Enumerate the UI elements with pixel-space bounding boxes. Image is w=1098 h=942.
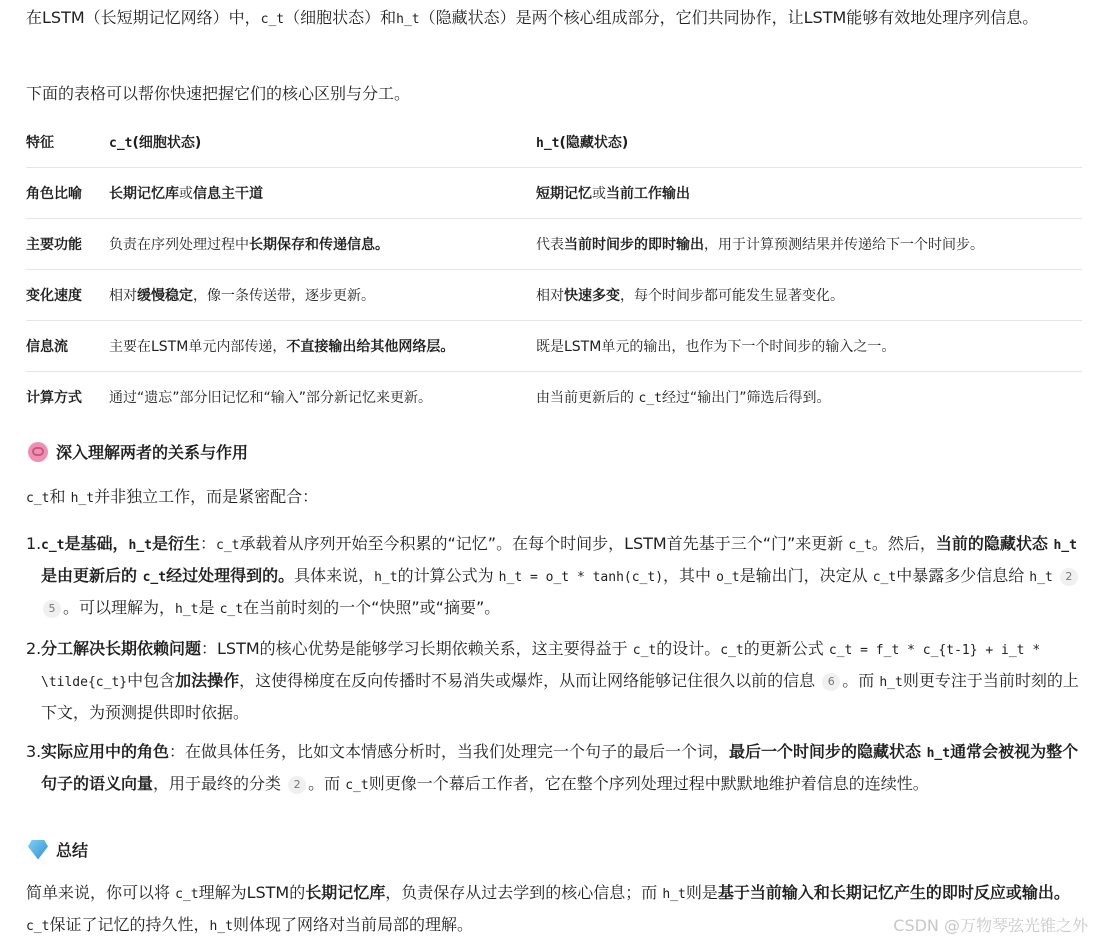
header-ct-code: c_t [109,135,133,151]
relationship-list [26,529,1082,810]
cell-text: 相对 [536,287,564,304]
cell-text: 经过“输出门”筛选后得到。 [661,389,831,406]
table-row [26,269,1082,320]
item-text: 的更新公式 [743,639,829,658]
item-text: ，其中 [663,566,717,585]
bold-text: 是由更新后的 [41,566,143,585]
inline-code: c_t [142,570,167,585]
cell-text: ，每个时间步都可能发生显著变化。 [620,287,844,304]
code-ct: c_t [41,538,65,553]
header-ct-label: (细胞状态) [132,134,202,151]
bold-text: 长期记忆库 [305,883,386,902]
header-ht-label: (隐藏状态) [559,134,629,151]
inline-code: c_t [216,538,240,553]
row-feature: 计算方式 [26,389,82,406]
item-text: ： [200,534,217,553]
header-ht-code: h_t [536,135,560,151]
inline-code: c_t [720,643,744,658]
cell-bold: 信息主干道 [193,185,263,202]
item-text: 在当前时刻的一个“快照”或“摘要”。 [243,598,501,617]
para-text: 理解为LSTM的 [198,883,306,902]
bold-text: 是基础， [64,534,129,553]
inline-code: c_t [848,538,872,553]
cell-bold: 长期保存和传递信息。 [249,236,389,253]
item-text: 承载着从序列开始至今积累的“记忆”。在每个时间步，LSTM首先基于三个“门”来更新 [239,534,849,553]
citation-badge[interactable]: 2 [288,776,306,794]
bold-text: 加法操作 [175,671,240,690]
cell-bold: 不直接输出给其他网络层。 [286,338,455,355]
row-ht-cell [536,269,1082,320]
item-text: 则更专注于当前时刻的上下文，为预测提供即时依据。 [41,671,1079,722]
row-feature: 主要功能 [26,236,82,253]
cell-text: 或 [179,185,193,202]
citation-badge[interactable]: 6 [822,673,840,691]
para-text: ，负责保存从过去学到的核心信息；而 [385,883,663,902]
cell-text: 代表 [536,236,564,253]
section-heading-summary [28,838,88,861]
item-text: ：在做具体任务，比如文本情感分析时，当我们处理完一个句子的最后一个词， [169,742,730,761]
table-row [26,371,1082,422]
row-ct-cell: 通过“遗忘”部分旧记忆和“输入”部分新记忆来更新。 [109,389,433,406]
cell-bold: 当前时间步的即时输出 [564,236,704,253]
cell-text: 相对 [109,287,137,304]
row-feature: 角色比喻 [26,185,82,202]
row-ct-cell [109,218,536,269]
intro-text: 在LSTM（长短期记忆网络）中， [26,8,261,27]
inline-code: h_t [1053,538,1077,553]
item-text: ，这使得梯度在反向传播时不易消失或爆炸，从而让网络能够记住很久以前的信息 [239,671,816,690]
list-number: 1. [26,534,42,553]
item-text: ，用于最终的分类 [153,774,282,793]
intro-text: （细胞状态）和 [284,8,397,27]
section-title: 总结 [56,841,89,860]
item-text: 中暴露多少信息给 [896,566,1030,585]
row-ht-cell [536,371,1082,422]
table-header-row [26,117,1082,167]
item-text: 中包含 [127,671,176,690]
bold-text: 经过处理得到的。 [166,566,295,585]
item-text: 的设计。 [656,639,721,658]
item-text: ：LSTM的核心优势是能够学习长期依赖关系，这主要得益于 [201,639,633,658]
bold-text: 实际应用中的角色 [41,742,170,761]
cell-bold: 当前工作输出 [606,185,690,202]
item-text: 的计算公式为 [397,566,499,585]
bold-text: 分工解决长期依赖问题 [41,639,202,658]
inline-code: h_t [209,919,233,934]
inline-code: c_t [219,602,244,617]
intro-paragraph [26,4,1082,33]
section-heading-relationship [28,440,248,463]
watermark: CSDN @万物琴弦光锥之外 [893,916,1088,935]
inline-code: c_t [632,643,657,658]
row-ct-cell [109,320,536,371]
item-text: 。可以理解为， [63,598,176,617]
item-text: 。然后， [871,534,936,553]
row-ht-cell [536,167,1082,218]
section-title: 深入理解两者的关系与作用 [56,443,249,462]
bold-text: 是衍生 [151,534,200,553]
inline-code: h_t [175,602,199,617]
bold-text: 基于当前输入和长期记忆产生的即时反应或输出。 [717,883,1070,902]
row-ht-cell: 既是LSTM单元的输出，也作为下一个时间步的输入之一。 [536,338,896,355]
cell-bold: 快速多变 [564,287,620,304]
row-ct-cell [109,269,536,320]
para-text: 保证了记忆的持久性， [49,915,210,934]
inline-code: h_t [879,675,903,690]
header-ht [536,117,1082,167]
cell-text: 或 [592,185,606,202]
header-feature: 特征 [26,134,54,151]
table-row [26,320,1082,371]
inline-code: o_t [716,570,740,585]
cell-bold: 长期记忆库 [109,185,179,202]
table-row [26,218,1082,269]
formula-code: c_t = f_t * c_{t-1} + i_t * \tilde{c_t} [41,643,1041,690]
inline-code: h_t [662,887,686,902]
inline-code: c_t [872,570,897,585]
code-ht: h_t [70,491,95,506]
row-ht-cell [536,218,1082,269]
item-text: 具体来说， [294,566,375,585]
list-item [26,737,1082,801]
brain-icon [28,442,48,462]
cell-code: c_t [638,390,662,406]
code-ct: c_t [26,491,50,506]
list-item [26,634,1082,728]
row-feature: 变化速度 [26,287,82,304]
inline-code: h_t [374,570,398,585]
cell-text: 由当前更新后的 [536,389,639,406]
para-text: 则体现了网络对当前局部的理解。 [232,915,473,934]
cell-text: ，像一条传送带，逐步更新。 [193,287,375,304]
gem-icon [28,840,48,860]
cell-bold: 短期记忆 [536,185,592,202]
code-ct: c_t [260,12,285,27]
list-item [26,529,1082,625]
inline-code: c_t [175,887,199,902]
bold-text: 当前的隐藏状态 [935,534,1054,553]
intro-text: （隐藏状态）是两个核心组成部分，它们共同协作，让LSTM能够有效地处理序列信息。 [419,8,1039,27]
citation-badge[interactable]: 2 [1060,568,1078,586]
code-ht: h_t [396,12,420,27]
inline-code: c_t [345,778,369,793]
relationship-intro [26,482,318,514]
bold-text: 通常会被视为整个句子的语义向量 [41,742,1079,793]
header-ct [109,117,536,167]
table-row [26,167,1082,218]
item-text: 。而 [842,671,880,690]
para-text: 和 [49,487,71,506]
cell-bold: 缓慢稳定 [137,287,193,304]
item-text: 则更像一个幕后工作者，它在整个序列处理过程中默默地维护着信息的连续性。 [368,774,929,793]
inline-code: c_t [26,919,50,934]
formula-code: h_t = o_t * tanh(c_t) [498,570,664,585]
citation-badge[interactable]: 5 [43,600,61,618]
para-text: 简单来说，你可以将 [26,883,176,902]
code-ht: h_t [128,538,152,553]
row-ct-cell [109,167,536,218]
item-text: 。而 [308,774,346,793]
item-text: 是输出门，决定从 [739,566,873,585]
comparison-table [26,117,1082,422]
inline-code: h_t [926,746,951,761]
list-number: 2. [26,639,42,658]
inline-code: h_t [1029,570,1053,585]
row-feature: 信息流 [26,338,68,355]
cell-text: 负责在序列处理过程中 [109,236,249,253]
para-text: 并非独立工作，而是紧密配合： [94,487,319,506]
cell-text: 主要在LSTM单元内部传递， [109,338,287,355]
list-number: 3. [26,742,42,761]
item-text: 是 [198,598,220,617]
bold-text: 最后一个时间步的隐藏状态 [729,742,927,761]
lead-paragraph: 下面的表格可以帮你快速把握它们的核心区别与分工。 [26,84,411,103]
cell-text: ，用于计算预测结果并传递给下一个时间步。 [704,236,984,253]
para-text: 则是 [685,883,718,902]
